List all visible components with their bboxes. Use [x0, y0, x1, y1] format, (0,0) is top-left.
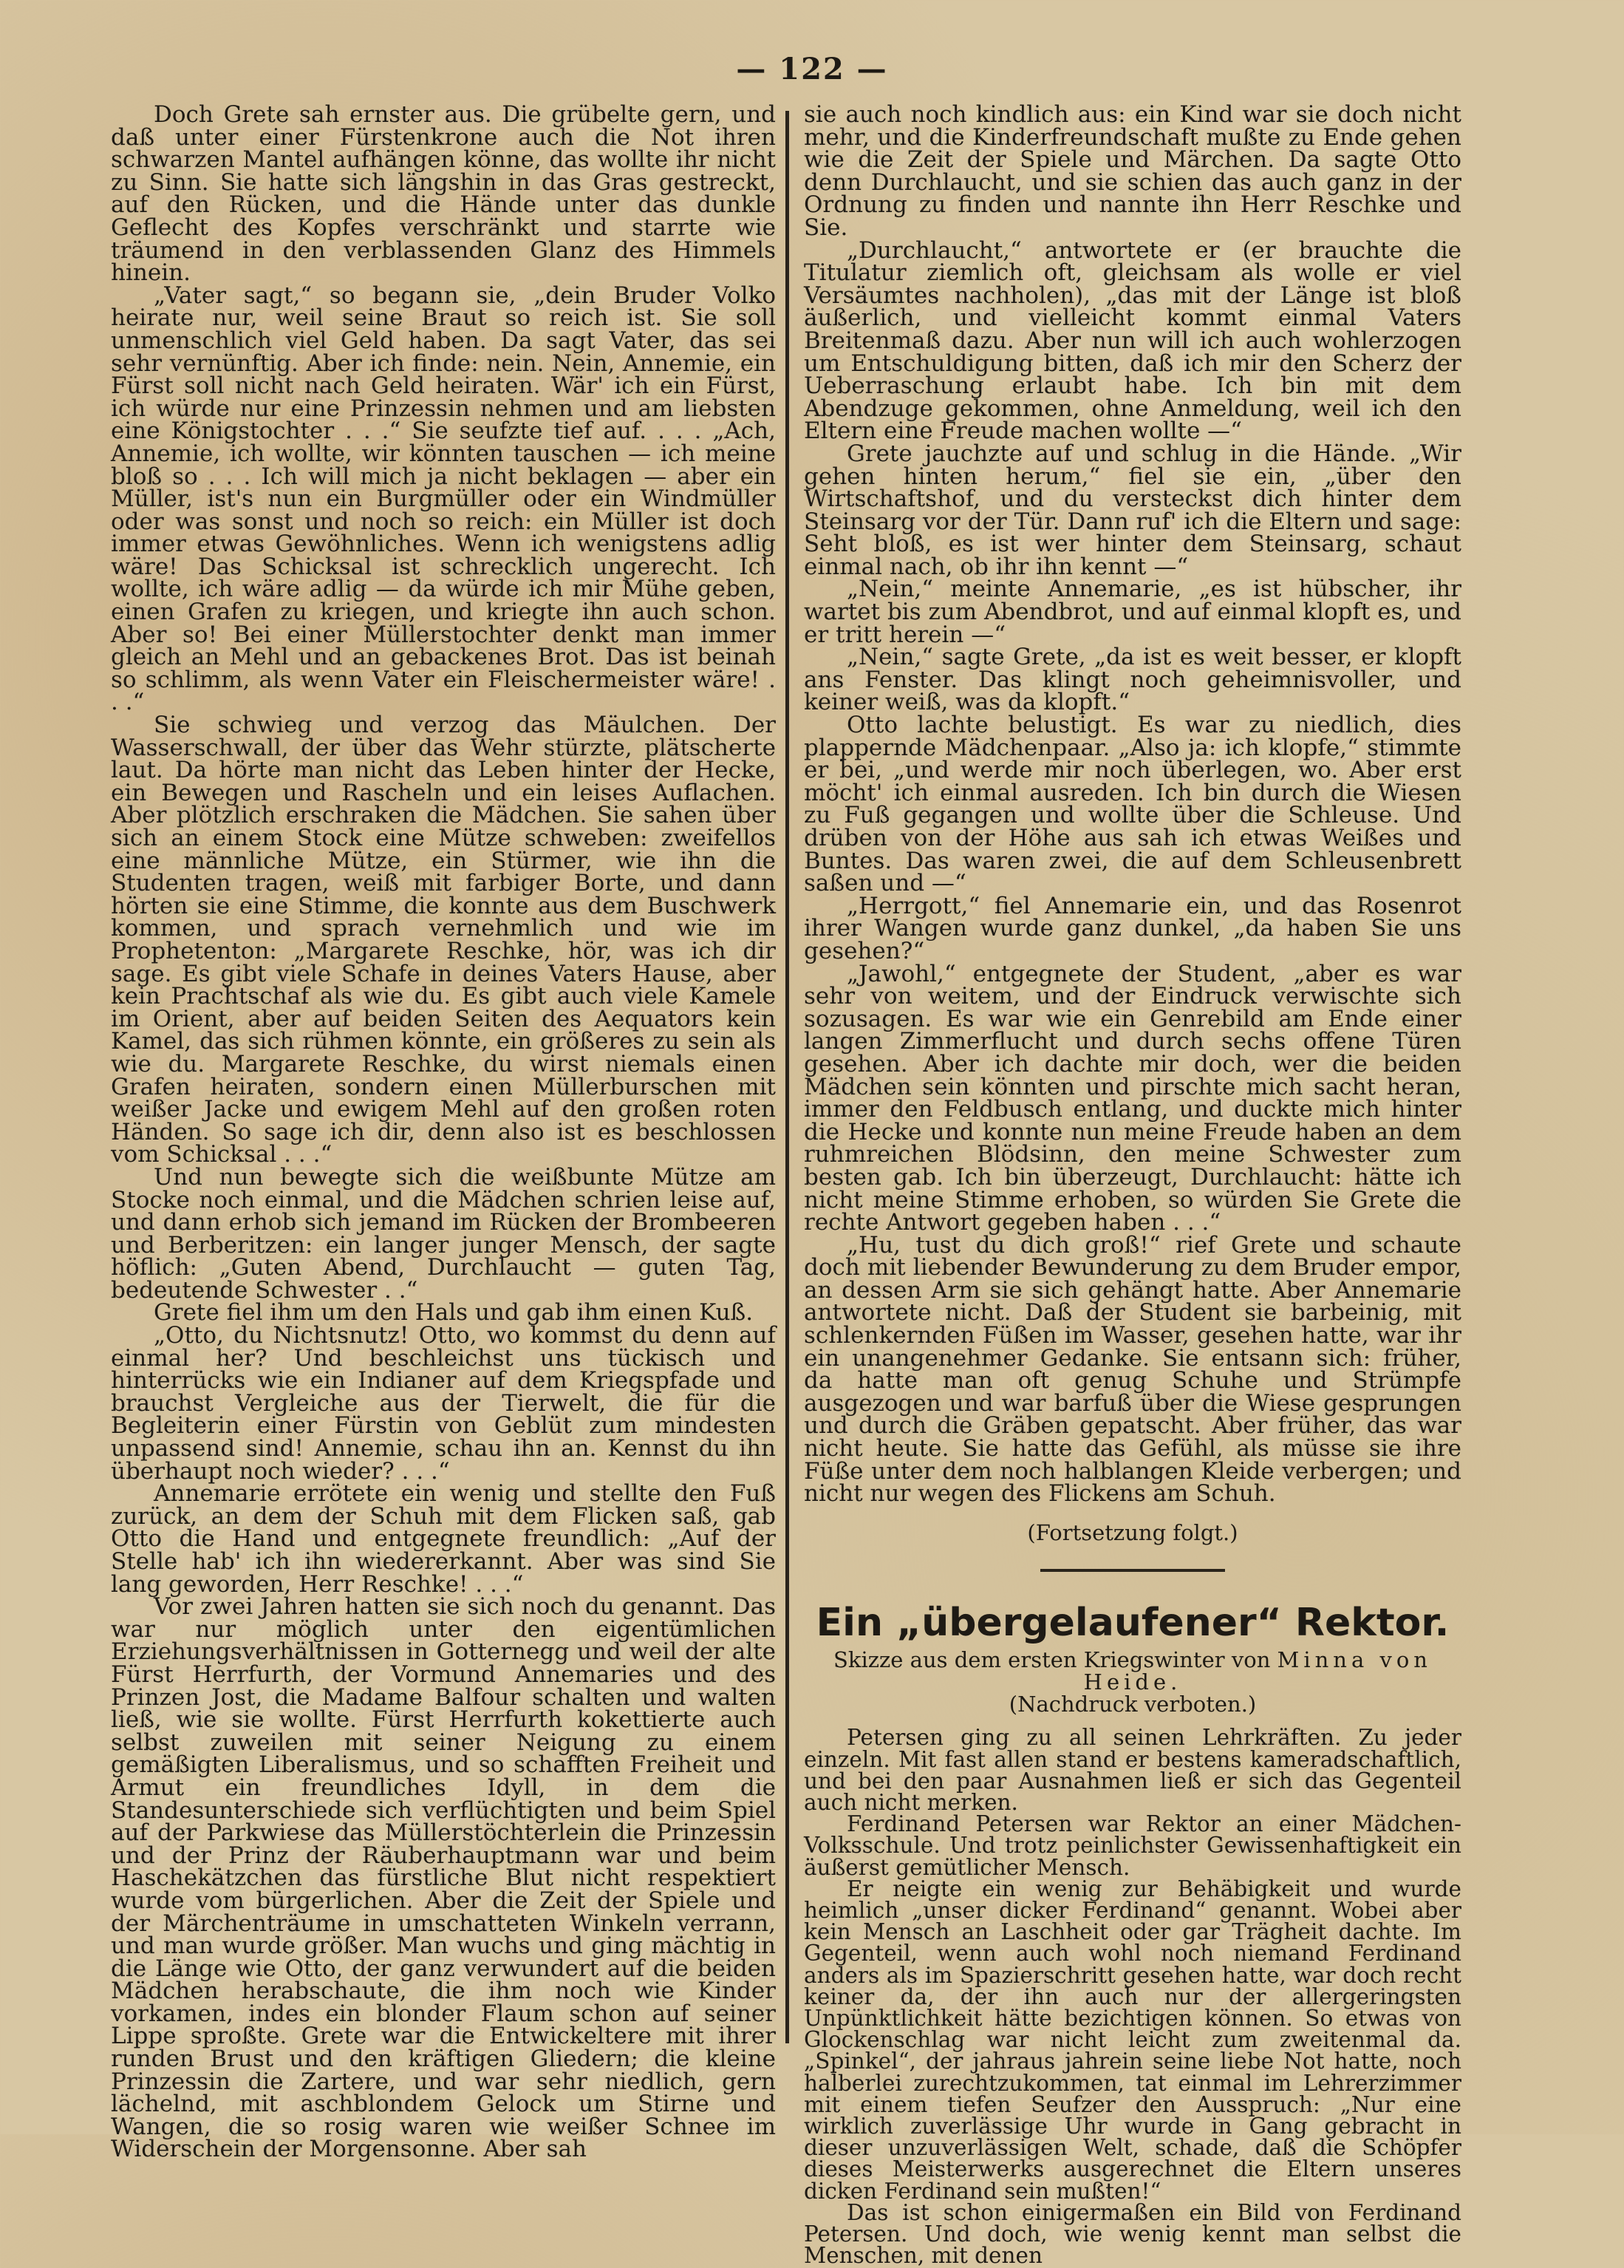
article-body — [804, 1727, 1461, 2267]
article-author: Minna von Heide. — [1083, 1647, 1432, 1695]
continued-note: (Fortsetzung folgt.) — [1027, 1519, 1238, 1545]
paragraph: Doch Grete sah ernster aus. Die grübelte gern, und daß unter einer Fürstenkrone auch die Not ihren schwarzen Mantel aufhängen könne, das wollte ihr nicht zu Sinn. Sie hatte sich längshin in das Gras gestreckt, auf den Rücken, und die Hände unter das dunkle Geflecht des Kopfes verschränkt und starrte wie träumend in den verblassenden Glanz des Himmels hinein. — [111, 101, 776, 287]
paragraph: „Hu, tust du dich groß!“ rief Grete und schaute doch mit liebender Bewunderung zu dem Bruder empor, an dessen Arm sie sich gehängt hatte. Aber Annemarie antwortete nicht. Daß der Student sie barbeinig, mit schlenkernden Füßen im Wasser, gesehen hatte, war ihr ein unangenehmer Gedanke. Sie entsann sich: früher, da hatte man oft genug Schuhe und Strümpfe ausgezogen und war barfuß über die Wiese gesprungen und durch die Gräben gepatscht. Aber früher, das war nicht heute. Sie hatte das Gefühl, als müsse sie ihre Füße unter dem noch halblangen Kleide verbergen; und nicht nur wegen des Flickens am Schuh. — [804, 1231, 1461, 1508]
paragraph: „Nein,“ sagte Grete, „da ist es weit besser, er klopft ans Fenster. Das klingt noch geheimnisvoller, und keiner weiß, was da klopft.“ — [804, 644, 1461, 716]
article-subtitle — [804, 1649, 1461, 1693]
paragraph: „Vater sagt,“ so begann sie, „dein Bruder Volko heirate nur, weil seine Braut so reich ist. Sie soll unmenschlich viel Geld haben. Da sagt Vater, das sei sehr vernünftig. Aber ich finde: nein. Nein, Annemie, ein Fürst soll nicht nach Geld heiraten. Wär' ich ein Fürst, ich würde nur eine Prinzessin nehmen und am liebsten eine Königstochter . . .“ Sie seufzte tief auf. . . . „Ach, Annemie, ich wollte, wir könnten tauschen — ich meine bloß so . . . Ich will mich ja nicht beklagen — aber ein Müller, ist's nun ein Burgmüller oder ein Windmüller oder was sonst und noch so reich: ein Müller ist doch immer etwas Gewöhnliches. Wenn ich wenigstens adlig wäre! Das Schicksal ist schrecklich ungerecht. Ich wollte, ich wäre adlig — da würde ich mir Mühe geben, einen Grafen zu kriegen, und kriegte ihn auch schon. Aber so! Bei einer Müllerstochter denkt man immer gleich an Mehl und an gebackenes Brot. Das ist beinah so schlimm, als wenn Vater ein Fleischermeister wäre! . . .“ — [111, 282, 776, 716]
paragraph: Grete jauchzte auf und schlug in die Hände. „Wir gehen hinten herum,“ fiel sie ein, „über den Wirtschaftshof, und du versteckst dich hinter dem Steinsarg vor der Tür. Dann ruf' ich die Eltern und sage: Seht bloß, es ist wer hinter dem Steinsarg, schaut einmal nach, ob ihr ihn kennt —“ — [804, 440, 1461, 580]
paragraph: Sie schwieg und verzog das Mäulchen. Der Wasserschwall, der über das Wehr stürzte, plätscherte laut. Da hörte man nicht das Leben hinter der Hecke, ein Bewegen und Rascheln und ein leises Auflachen. Aber plötzlich erschraken die Mädchen. Sie sahen über sich an einem Stock eine Mütze schweben: zweifellos eine männliche Mütze, ein Stürmer, wie ihn die Studenten tragen, weiß mit farbiger Borte, und dann hörten sie eine Stimme, die konnte aus dem Buschwerk kommen, und sprach vernehmlich und wie im Prophetenton: „Margarete Reschke, hör, was ich dir sage. Es gibt viele Schafe in deines Vaters Hause, aber kein Prachtschaf als wie du. Es gibt auch viele Kamele im Orient, aber auf beiden Seiten des Aequators kein Kamel, das sich rühmen könnte, ein größeres zu sein als wie du. Margarete Reschke, du wirst niemals einen Grafen heiraten, sondern einen Müllerburschen mit weißer Jacke und ewigem Mehl auf den großen roten Händen. So sage ich dir, denn also ist es beschlossen vom Schicksal . . .“ — [111, 712, 776, 1168]
paragraph: „Otto, du Nichtsnutz! Otto, wo kommst du denn auf einmal her? Und beschleichst uns tückisch und hinterrücks wie ein Indianer auf dem Kriegspfade und brauchst Vergleiche aus der Tierwelt, die für die Begleiterin einer Fürstin von Geblüt zum mindesten unpassend sind! Annemie, schau ihn an. Kennst du ihn überhaupt noch wieder? . . .“ — [111, 1322, 776, 1485]
paragraph: Und nun bewegte sich die weißbunte Mütze am Stocke noch einmal, und die Mädchen schrien leise auf, und dann erhob sich jemand im Rücken der Brombeeren und Berberitzen: ein langer junger Mensch, der sagte höflich: „Guten Abend, Durchlaucht — guten Tag, bedeutende Schwester . .“ — [111, 1163, 776, 1304]
paragraph: Grete fiel ihm um den Hals und gab ihm einen Kuß. — [154, 1299, 754, 1327]
column-divider — [785, 111, 789, 2043]
paragraph: „Jawohl,“ entgegnete der Student, „aber es war sehr von weitem, und der Eindruck verwischte sich sozusagen. Es war wie ein Genrebild am Ende einer langen Zimmerflucht und durch sechs offene Türen gesehen. Aber ich dachte mir doch, wer die beiden Mädchen sein könnten und pirschte mich sacht heran, immer den Feldbusch entlang, und duckte mich hinter die Hecke und konnte nun meine Freude haben an dem ruhmreichen Blödsinn, den meine Schwester zum besten gab. Ich bin überzeugt, Durchlaucht: hätte ich nicht meine Stimme erhoben, so würden Sie Grete die rechte Antwort gegeben haben . . .“ — [804, 960, 1461, 1236]
paragraph: sie auch noch kindlich aus: ein Kind war sie doch nicht mehr, und die Kinderfreundschaft mußte zu Ende gehen wie die Zeit der Spiele und Märchen. Da sagte Otto denn Durchlaucht, und sie schien das auch ganz in der Ordnung zu finden und nannte ihn Herr Reschke und Sie. — [804, 101, 1461, 241]
paragraph: Ferdinand Petersen war Rektor an einer Mädchen-Volksschule. Und trotz peinlichster Gewissenhaftigkeit ein äußerst gemütlicher Mensch. — [804, 1811, 1461, 1880]
paragraph: Er neigte ein wenig zur Behäbigkeit und wurde heimlich „unser dicker Ferdinand“ genannt. Wobei aber kein Mensch an Laschheit oder gar Trägheit dachte. Im Gegenteil, wenn auch wohl noch niemand Ferdinand anders als im Spazierschritt gesehen hatte, war doch recht keiner da, der ihn auch nur der allergeringsten Unpünktlichkeit hätte bezichtigen können. So etwas von Glockenschlag war nicht leicht zum zweitenmal da. „Spinkel“, der jahraus jahrein seine liebe Not hatte, noch halberlei zurechtzukommen, tat einmal im Lehrerzimmer mit einem tiefen Seufzer den Ausspruch: „Nur eine wirklich zuverlässige Uhr wurde in Gang gebracht in dieser unzuverlässigen Welt, schade, daß die Schöpfer dieses Meisterwerks ausgerechnet die Eltern unseres dicken Ferdinand sein mußten!“ — [804, 1876, 1461, 2204]
paragraph: Annemarie errötete ein wenig und stellte den Fuß zurück, an dem der Schuh mit dem Flicken saß, gab Otto die Hand und entgegnete freundlich: „Auf der Stelle hab' ich ihn wiedererkannt. Aber was sind Sie lang geworden, Herr Reschke! . . .“ — [111, 1480, 776, 1598]
section-rule — [1040, 1569, 1225, 1572]
paragraph: Otto lachte belustigt. Es war zu niedlich, dies plappernde Mädchenpaar. „Also ja: ich klopfe,“ stimmte er bei, „und werde mir noch überlegen, wo. Aber erst möcht' ich einmal ausreden. Ich bin durch die Wiesen zu Fuß gegangen und wollte über die Schleuse. Und drüben von der Höhe aus sah ich etwas Weißes und Buntes. Das waren zwei, die auf dem Schleusenbrett saßen und —“ — [804, 712, 1461, 897]
paragraph: Vor zwei Jahren hatten sie sich noch du genannt. Das war nur möglich unter den eigentümlichen Erziehungsverhältnissen in Gotternegg und weil der alte Fürst Herrfurth, der Vormund Annemaries und des Prinzen Jost, die Madame Balfour schalten und walten ließ, wie sie wollte. Fürst Herrfurth kokettierte auch selbst zuweilen mit seiner Neigung zu einem gemäßigten Liberalismus, und so schafften Freiheit und Armut ein freundliches Idyll, in dem die Standesunterschiede sich verflüchtigten und beim Spiel auf der Parkwiese das Müllerstöchterlein die Prinzessin und der Prinz der Räuberhauptmann war und beim Haschekätzchen das fürstliche Blut nicht respektiert wurde vom bürgerlichen. Aber die Zeit der Spiele und der Märchenträume in umschatteten Winkeln verrann, und man wurde größer. Man wuchs und ging mächtig in die Länge wie Otto, der ganz verwundert auf die beiden Mädchen herabschaute, die ihm noch wie Kinder vorkamen, indes ein blonder Flaum schon auf seiner Lippe sproßte. Grete war die Entwickeltere mit ihrer runden Brust und den kräftigen Gliedern; die kleine Prinzessin die Zartere, und war sehr niedlich, gern lächelnd, mit aschblondem Gelock um Stirne und Wangen, die so rosig waren wie weißer Schnee im Widerschein der Morgensonne. Aber sah — [111, 1593, 776, 2163]
paragraph: „Herrgott,“ fiel Annemarie ein, und das Rosenrot ihrer Wangen wurde ganz dunkel, „da haben Sie uns gesehen?“ — [804, 892, 1461, 964]
paragraph: „Durchlaucht,“ antwortete er (er brauchte die Titulatur ziemlich oft, gleichsam als wolle er viel Versäumtes nachholen), „das mit der Länge ist bloß äußerlich, und vielleicht kommt einmal Vaters Breitenmaß dazu. Aber nun will ich auch wohlerzogen um Entschuldigung bitten, daß ich mir den Scherz der Ueberraschung erlaubt habe. Ich bin mit dem Abendzuge gekommen, ohne Anmeldung, weil ich den Eltern eine Freude machen wollte —“ — [804, 236, 1461, 445]
article-note: (Nachdruck verboten.) — [1009, 1692, 1257, 1717]
article-title: Ein „übergelaufener“ Rektor. — [816, 1601, 1450, 1646]
right-column — [804, 101, 1461, 2268]
left-column — [111, 101, 776, 2163]
paragraph: Petersen ging zu all seinen Lehrkräften. Zu jeder einzeln. Mit fast allen stand er bestens kameradschaftlich, und bei den paar Ausnahmen ließ er sich das Gegenteil auch nicht merken. — [804, 1725, 1461, 1816]
paragraph: „Nein,“ meinte Annemarie, „es ist hübscher, ihr wartet bis zum Abendbrot, und auf einmal klopft es, und er tritt herein —“ — [804, 576, 1461, 648]
paragraph: Das ist schon einigermaßen ein Bild von Ferdinand Petersen. Und doch, wie wenig kennt man selbst die Menschen, mit denen — [804, 2199, 1461, 2268]
page-number: — 122 — — [736, 52, 888, 86]
subtitle-prefix: Skizze aus dem ersten Kriegswinter von — [833, 1647, 1271, 1673]
